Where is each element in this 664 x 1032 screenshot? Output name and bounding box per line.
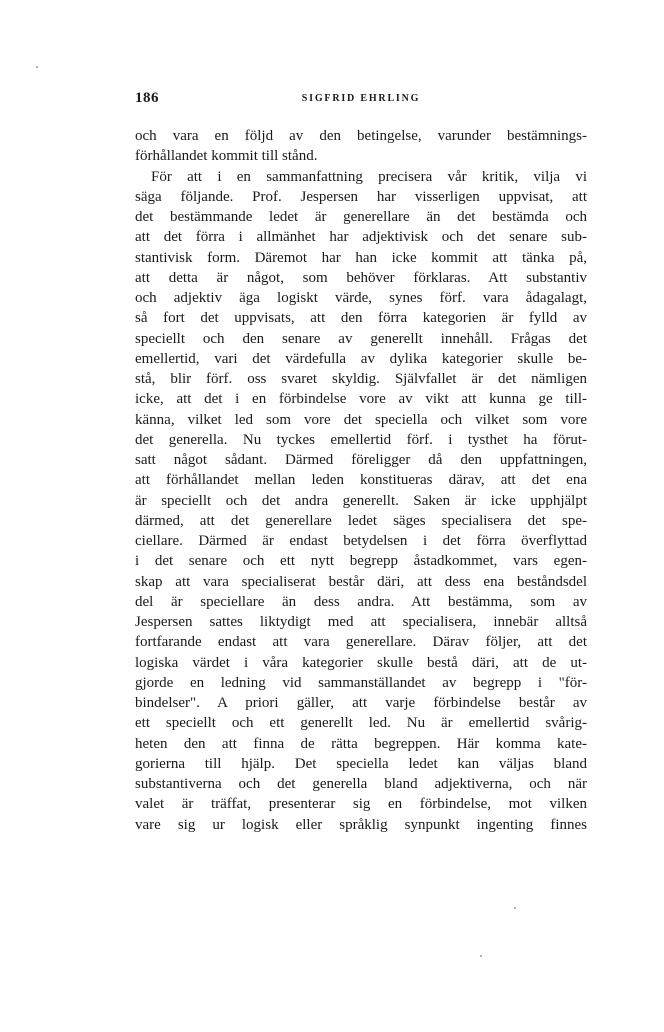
text-line: skap att vara specialiserat består däri, att dess ena beståndsdel: [135, 573, 587, 590]
page-number: 186: [135, 90, 159, 106]
text-line: därmed, att det generellare ledet säges specialisera det spe-: [135, 512, 587, 529]
text-line: gorierna till hjälp. Det speciella ledet kan väljas bland: [135, 755, 587, 772]
text-line: bindelser". A priori gäller, att varje förbindelse består av: [135, 695, 587, 711]
text-line: så fort det uppvisats, att den förra kategorien är fylld av: [135, 310, 587, 327]
body-text: [135, 126, 587, 835]
text-line: Jespersen sattes liktydigt med att specialisera, innebär alltså: [135, 614, 587, 630]
text-line: stå, blir förf. oss svaret skyldig. Självfallet är det nämligen: [135, 371, 587, 387]
text-line: valet är träffat, presenterar sig en förbindelse, mot vilken: [135, 796, 587, 813]
text-line: och adjektiv äga logiskt värde, synes förf. vara ådagalagt,: [135, 290, 587, 306]
text-line: det bestämmande ledet är generellare än det bestämda och: [135, 209, 587, 225]
text-line: känna, vilket led som vore det speciella och vilket som vore: [135, 411, 587, 428]
text-line: ett speciellt och ett generellt led. Nu är emellertid svårig-: [135, 715, 587, 732]
running-head: SIGFRID EHRLING: [301, 93, 421, 104]
paper-speck: [36, 66, 38, 68]
text-line: vare sig ur logisk eller språklig synpunkt ingenting finnes: [135, 816, 587, 833]
text-line: förhållandet kommit till stånd.: [135, 148, 318, 165]
text-line: stantivisk form. Däremot har han icke kommit att tänka på,: [135, 249, 587, 266]
text-line: säga följande. Prof. Jespersen har visserligen uppvisat, att: [135, 188, 587, 205]
paper-speck: [514, 907, 516, 909]
text-line: logiska värdet i våra kategorier skulle bestå däri, att de ut-: [135, 654, 587, 671]
text-line: emellertid, vari det värdefulla av dylika kategorier skulle be-: [135, 350, 587, 367]
text-line: För att i en sammanfattning precisera vår kritik, vilja vi: [151, 168, 587, 185]
text-line: att förhållandet mellan leden konstitueras därav, att det ena: [135, 472, 587, 489]
text-line: att detta är något, som behöver förklaras. Att substantiv: [135, 269, 587, 286]
paper-speck: [480, 955, 482, 957]
text-line: substantiverna och det generella bland adjektiverna, och när: [135, 776, 587, 792]
text-line: det generella. Nu tyckes emellertid förf. i tysthet ha förut-: [135, 431, 587, 448]
text-line: satt något sådant. Därmed föreligger då den uppfattningen,: [135, 452, 587, 468]
text-line: är speciellt och det andra generellt. Saken är icke upphjälpt: [135, 492, 587, 509]
text-line: att det förra i allmänhet har adjektivisk och det senare sub-: [135, 229, 587, 246]
text-line: gjorde en ledning vid sammanställandet av begrepp i "för-: [135, 674, 587, 691]
text-line: ciellare. Därmed är endast betydelsen i det förra överflyttad: [135, 533, 587, 549]
text-line: fortfarande endast att vara generellare. Därav följer, att det: [135, 634, 587, 651]
page-header: [135, 90, 587, 110]
text-line: heten den att finna de rätta begreppen. Här komma kate-: [135, 735, 587, 752]
text-line: del är speciellare än dess andra. Att bestämma, som av: [135, 593, 587, 610]
text-line: i det senare och ett nytt begrepp åstadkommet, vars egen-: [135, 553, 587, 570]
text-line: icke, att det i en förbindelse vore av vikt att kunna ge till-: [135, 391, 587, 408]
text-line: och vara en följd av den betingelse, varunder bestämnings-: [135, 128, 587, 144]
text-line: speciellt och den senare av generellt innehåll. Frågas det: [135, 330, 587, 347]
